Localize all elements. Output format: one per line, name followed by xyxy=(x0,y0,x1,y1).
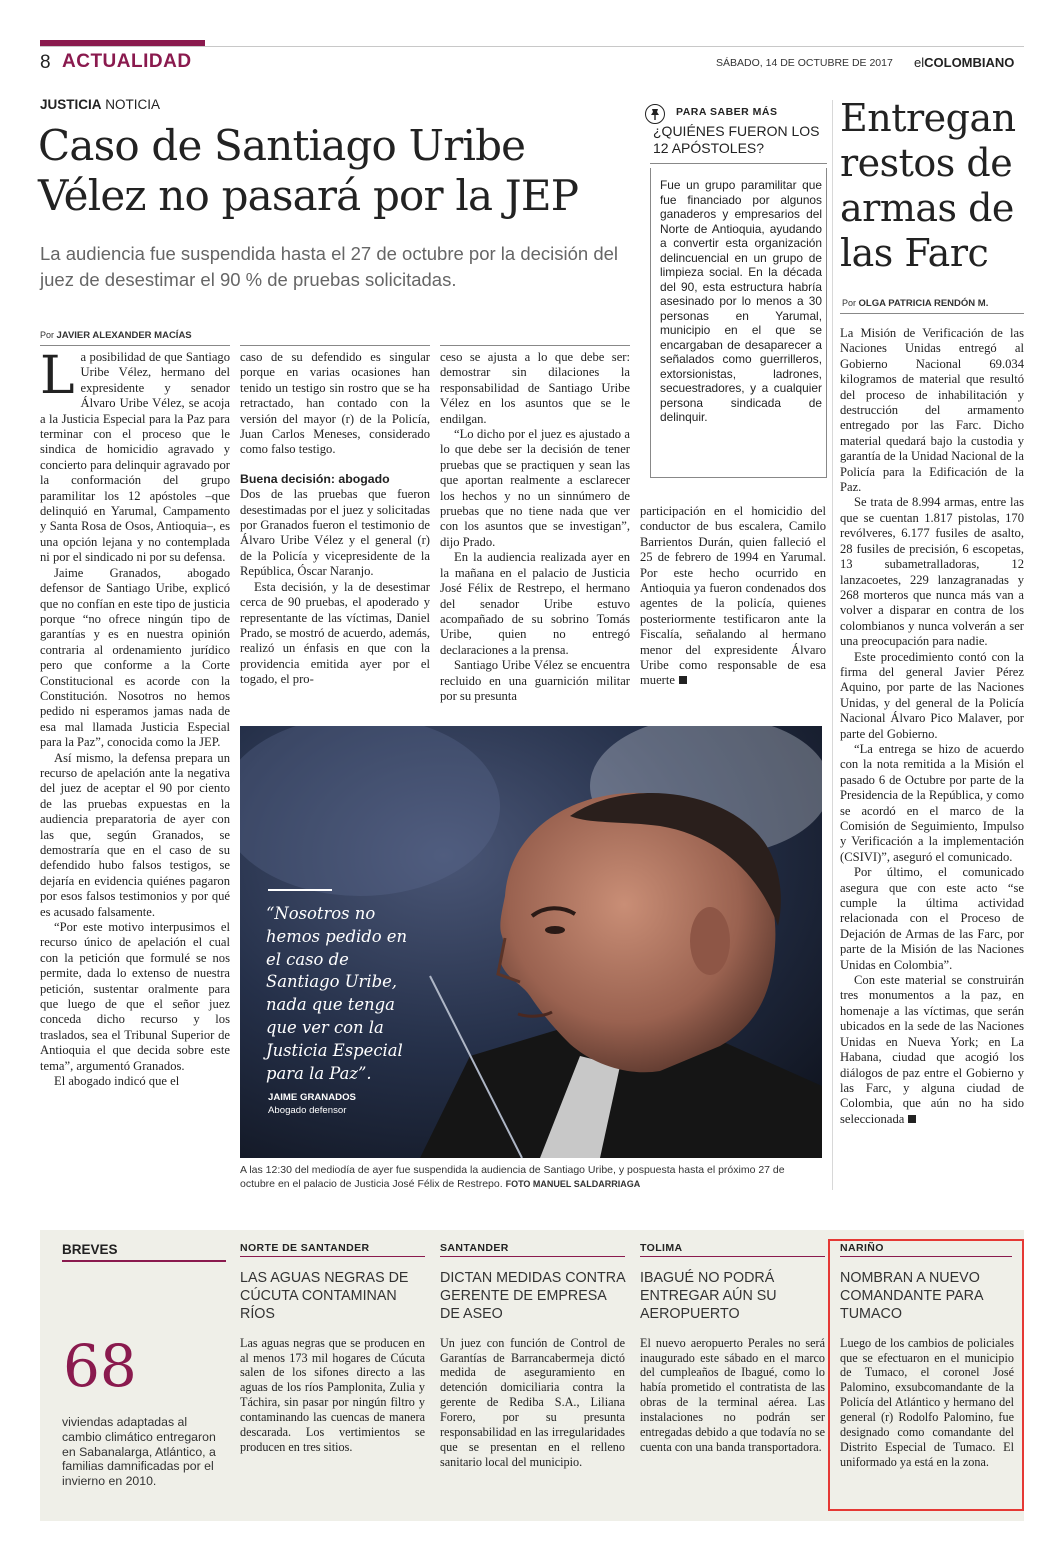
breves-title: BREVES xyxy=(62,1242,118,1257)
breve-rule xyxy=(840,1256,1012,1257)
breve-rule xyxy=(440,1256,625,1257)
highlight-number: 68 xyxy=(63,1332,137,1400)
article-subheading: Buena decisión: abogado xyxy=(240,471,390,486)
photo-credit: FOTO MANUEL SALDARRIAGA xyxy=(505,1179,641,1189)
sidebar-text: Fue un grupo paramilitar que fue financiado por algunos ganaderos y empresarios del Norte de Antioquia, ayudando a convertir esta organización delincuencial en un grupo de limpieza social. En la década del 90, esta estructura habría asesinado por lo menos a 30 personas en Yarumal, municipio en el que se encargaban de desaparecer a señalados como guerrilleros, extorsionistas, ladrones, secuestradores, y a cualquier persona sindicada de delinquir. xyxy=(660,178,822,424)
brand-name: COLOMBIANO xyxy=(924,55,1015,70)
paragraph-text: Con este material se construirán tres monumentos a la paz, en homenaje a las víctimas, que serán ubicados en la sede de las Naciones Unidas en Nueva York; en La Habana, ciudad que acogió los diálogos de paz entre el Gobierno y las Farc, y alguna ciudad de Colombia, que aún no ha sido seleccionada xyxy=(840,973,1024,1126)
paragraph: ceso se ajusta a lo que debe ser: demostrar sin dilaciones la responsabilidad de Santiago Uribe Vélez en los asuntos que se le endilgan. xyxy=(440,350,630,426)
breve-region: NARIÑO xyxy=(840,1242,884,1254)
paragraph: Se trata de 8.994 armas, entre las que se cuentan 1.817 pistolas, 170 revólveres, 6.177 fusiles de asalto, 28 fusiles de precisión, 6 escopetas, 13 subametralladoras, 12 lanzacoetes, 229 lanzagranadas y 268 morteros que nunca más van a volver a disparar en contra de los colombianos y nunca volverán a ser una preocupación para nadie. xyxy=(840,495,1024,649)
quote-author-role: Abogado defensor xyxy=(268,1105,347,1116)
breves-rule xyxy=(62,1260,226,1262)
paragraph xyxy=(640,504,826,689)
end-mark-icon xyxy=(679,676,687,684)
paragraph: caso de su defendido es singular porque en varias ocasiones han tenido un testigo sin rostro que se ha retractado, han contado con la versión del mayor (r) de la Policía, Juan Carlos Meneses, considerado como falso testigo. xyxy=(240,350,430,457)
breve-region: TOLIMA xyxy=(640,1242,683,1254)
brand-prefix: el xyxy=(914,55,925,70)
caption-text: A las 12:30 del mediodía de ayer fue suspendida la audiencia de Santiago Uribe, y pospuesta hasta el próximo 27 de octubre en el palacio de Justicia José Félix de Restrepo. xyxy=(240,1164,785,1190)
kicker-category: JUSTICIA xyxy=(40,97,102,112)
photo-caption xyxy=(240,1163,822,1191)
byline-author: OLGA PATRICIA RENDÓN M. xyxy=(858,298,989,309)
date-line: SÁBADO, 14 DE OCTUBRE DE 2017 xyxy=(716,57,893,69)
section-title: ACTUALIDAD xyxy=(62,51,192,72)
byline-author: JAVIER ALEXANDER MACÍAS xyxy=(56,330,192,341)
paragraph: Esta decisión, y la de desestimar cerca de 90 pruebas, el apoderado y representante de las víctimas, Daniel Prado, se mostró de acuerdo, además, realizó un énfasis en que con la providencia emitida ayer por el togado, el pro- xyxy=(240,579,430,687)
sidebar-title: ¿QUIÉNES FUERON LOS 12 APÓSTOLES? xyxy=(653,123,820,156)
paragraph: Así mismo, la defensa prepara un recurso de apelación ante la negativa del juez de aceptar el 90 por ciento de las pruebas expuestas en la audiencia preparatoria de ayer con las que, según Granados, se demostraría que en el caso de su defendido hubo falsos testigos, se dejaría en evidencia quiénes pagaron por esos falsos testimonios y por qué es acusado falsamente. xyxy=(40,750,230,919)
paragraph: Dos de las pruebas que fueron desestimadas por el juez y solicitadas por Granados fueron el testimonio de Álvaro Uribe Vélez y el general (r) de la Policía y vicepresidente de la República, Óscar Naranjo. xyxy=(240,487,430,579)
article-column-2 xyxy=(240,350,430,688)
main-headline: Caso de Santiago Uribe Vélez no pasará por la JEP xyxy=(38,121,579,220)
article-column-4 xyxy=(640,504,826,689)
article-kicker xyxy=(40,97,160,112)
paragraph: Santiago Uribe Vélez se encuentra recluido en una guarnición militar por su presunta xyxy=(440,658,630,703)
column-top-rule xyxy=(440,345,630,346)
dropcap: L xyxy=(40,346,75,406)
pushpin-icon xyxy=(645,104,665,124)
header-rule xyxy=(40,46,1024,47)
byline-rule xyxy=(840,313,1024,314)
article-column-1 xyxy=(40,346,230,1090)
article-column-3 xyxy=(440,350,630,704)
page-number: 8 xyxy=(40,52,51,73)
main-byline xyxy=(40,330,192,341)
byline-prefix: Por xyxy=(842,298,859,308)
highlight-number-caption: viviendas adaptadas al cambio climático entregaron en Sabanalarga, Atlántico, a familias damnificadas por el invierno en 2010. xyxy=(62,1415,216,1489)
breve-rule xyxy=(240,1256,425,1257)
paragraph: “Por este motivo interpusimos el recurso único de apelación el cual con la petición que formulé se nos permite, dada lo extenso de nuestra petición, sustentar oralmente para que luego de que el señor juez conceda dicho recurso y los traslados, sea el Tribunal Superior de Antioquia el que decida sobre este tema”, argumentó Granados. xyxy=(40,920,230,1073)
paragraph: Jaime Granados, abogado defensor de Santiago Uribe, explicó que no confían en este tipo de justicia porque “no ofrece ningún tipo de garantías y es en nuestra opinión contraria al ordenamiento jurídico pero que conforme a la Corte Constitucional es acorde con la Constitución. Nosotros no hemos pedido ni esperamos jamas nada de esa mal llamada Justicia Especial para la Paz”, conocida como la JEP. xyxy=(40,565,230,750)
right-byline xyxy=(842,298,988,309)
breve-text: Luego de los cambios de policiales que se efectuaron en el municipio de Tumaco, el coronel José Palomino, exsubcomandante de la Policía del Atlántico y hermano del general (r) Rodolfo Palomino, fue designado como comandante del Distrito Especial de Tumaco. El uniformado ya está en la zona. xyxy=(840,1335,1014,1469)
newspaper-brand xyxy=(914,55,1014,70)
paragraph xyxy=(840,973,1024,1127)
breve-rule xyxy=(640,1256,825,1257)
paragraph: “La entrega se hizo de acuerdo con la nota remitida a la Misión el pasado 6 de Octubre por parte de la Presidencia de la República, y como se acordó en el marco de la Comisión de Seguimiento, Impulso y Verificación a la implementación (CSIVI)”, aseguró el comunicado. xyxy=(840,741,1024,864)
breves-header xyxy=(62,1242,226,1262)
paragraph: “Lo dicho por el juez es ajustado a lo que debe ser la decisión de tener pruebas que se practiquen y sean las que aportan realmente a esclarecer los hechos y no un sinnúmero de pruebas que no tiene nada que ver con los asuntos que se investigan”, dijo Prado. xyxy=(440,427,630,549)
sidebar-title-rule xyxy=(650,163,827,164)
breve-item xyxy=(840,1242,1024,1470)
paragraph-text: participación en el homicidio del conductor de bus escalera, Camilo Barrientos Durán, quien falleció el 25 de febrero de 1994 en Yarumal. Por este hecho ocurrido en Antioquia ya fueron condenados dos agentes de la policía, quienes posteriormente testificaron ante la Fiscalía, señalando al hermano menor del expresidente Álvaro Uribe como responsable de esa muerte xyxy=(640,504,826,688)
breve-title: IBAGUÉ NO PODRÁ ENTREGAR AÚN SU AEROPUERTO xyxy=(640,1270,777,1323)
breve-title: DICTAN MEDIDAS CONTRA GERENTE DE EMPRESA DE ASEO xyxy=(440,1270,625,1323)
paragraph: Por último, el comunicado asegura que con este acto “se cumple la última actividad relacionada con el Proceso de Dejación de Armas de las Farc, por parte de la Misión de las Naciones Unidas en Colombia”. xyxy=(840,865,1024,972)
breve-region: SANTANDER xyxy=(440,1242,509,1254)
paragraph: En la audiencia realizada ayer en la mañana en el palacio de Justicia José Félix de Restrepo, el hermano del senador Uribe estuvo acompañado de su sobrino Tomás Uribe, quien no entregó declaraciones a la prensa. xyxy=(440,550,630,657)
paragraph: La Misión de Verificación de las Naciones Unidas entregó al Gobierno Nacional 69.034 kilogramos de material que resultó del proceso de inhabilitación y destrucción del armamento entregado por las Farc. Dicho material quedará bajo la custodia y garantía de la Unidad Nacional de la Policía para la Edificación de la Paz. xyxy=(840,326,1024,495)
main-subhead: La audiencia fue suspendida hasta el 27 de octubre por la decisión del juez de desestimar el 90 % de pruebas solicitadas. xyxy=(40,243,619,290)
end-mark-icon xyxy=(908,1115,916,1123)
quote-author: JAIME GRANADOS xyxy=(268,1092,356,1103)
right-headline: Entregan restos de armas de las Farc xyxy=(840,96,1016,275)
column-top-rule xyxy=(240,345,430,346)
byline-prefix: Por xyxy=(40,330,57,340)
breve-item xyxy=(440,1242,625,1470)
paragraph: El abogado indicó que el xyxy=(54,1074,180,1089)
breve-text: Un juez con función de Control de Garantías de Barrancabermeja dictó medida de aseguramiento en detención domiciliaria contra la gerente de Rediba S.A., Liliana Forero, por su presunta responsabilidad en las irregularidades que se presentan en el relleno sanitario local del municipio. xyxy=(440,1335,625,1469)
right-article-body xyxy=(840,326,1024,1127)
sidebar-label: PARA SABER MÁS xyxy=(676,106,778,118)
column-divider xyxy=(832,100,833,1190)
paragraph: Este procedimiento contó con la firma del general Javier Pérez Aquino, por parte de las Naciones Unidas, y del general de la Policía Nacional Álvaro Pico Malaver, por parte del Gobierno. xyxy=(840,649,1024,741)
breve-text: Las aguas negras que se producen en al menos 173 mil hogares de Cúcuta salen de los sifones directo a las aguas de los ríos Pamplonita, Zulia y Táchira, sin pasar por ningún filtro y contaminando las cuencas de manera descarada. Los vertimientos se producen en tres sitios. xyxy=(240,1335,425,1454)
paragraph-text: a posibilidad de que Santiago Uribe Vélez, hermano del expresidente y senador Álvaro Uribe Vélez, se acoja a la Justicia Especial para la Paz para terminar con el proceso que le sindica de homicidio agravado y concierto para delinquir agravado por la conformación del grupo paramilitar los 12 apóstoles –que delinquió en Yarumal, Campamento y Santa Rosa de Osos, Antioquia–, es una opción lejana y no contemplada ni por el sindicado ni por su defensa. xyxy=(40,350,230,565)
breve-title: LAS AGUAS NEGRAS DE CÚCUTA CONTAMINAN RÍOS xyxy=(240,1270,409,1323)
kicker-type: NOTICIA xyxy=(101,97,161,112)
pull-quote: “Nosotros no hemos pedido en el caso de Santiago Uribe, nada que tenga que ver con la Justicia Especial para la Paz”. xyxy=(266,904,408,1083)
breve-item xyxy=(240,1242,425,1455)
breve-text: El nuevo aeropuerto Perales no será inaugurado este sábado en el marco del cumpleaños de Ibagué, como lo había prometido el contratista de las obras de la terminal aérea. Las instalaciones no podrán ser entregadas debido a que todavía no se cuenta con una banda transportadora. xyxy=(640,1335,825,1454)
breve-region: NORTE DE SANTANDER xyxy=(240,1242,370,1254)
breve-title: NOMBRAN A NUEVO COMANDANTE PARA TUMACO xyxy=(840,1270,983,1323)
breve-item xyxy=(640,1242,825,1455)
paragraph xyxy=(40,346,230,566)
quote-rule xyxy=(268,889,332,891)
